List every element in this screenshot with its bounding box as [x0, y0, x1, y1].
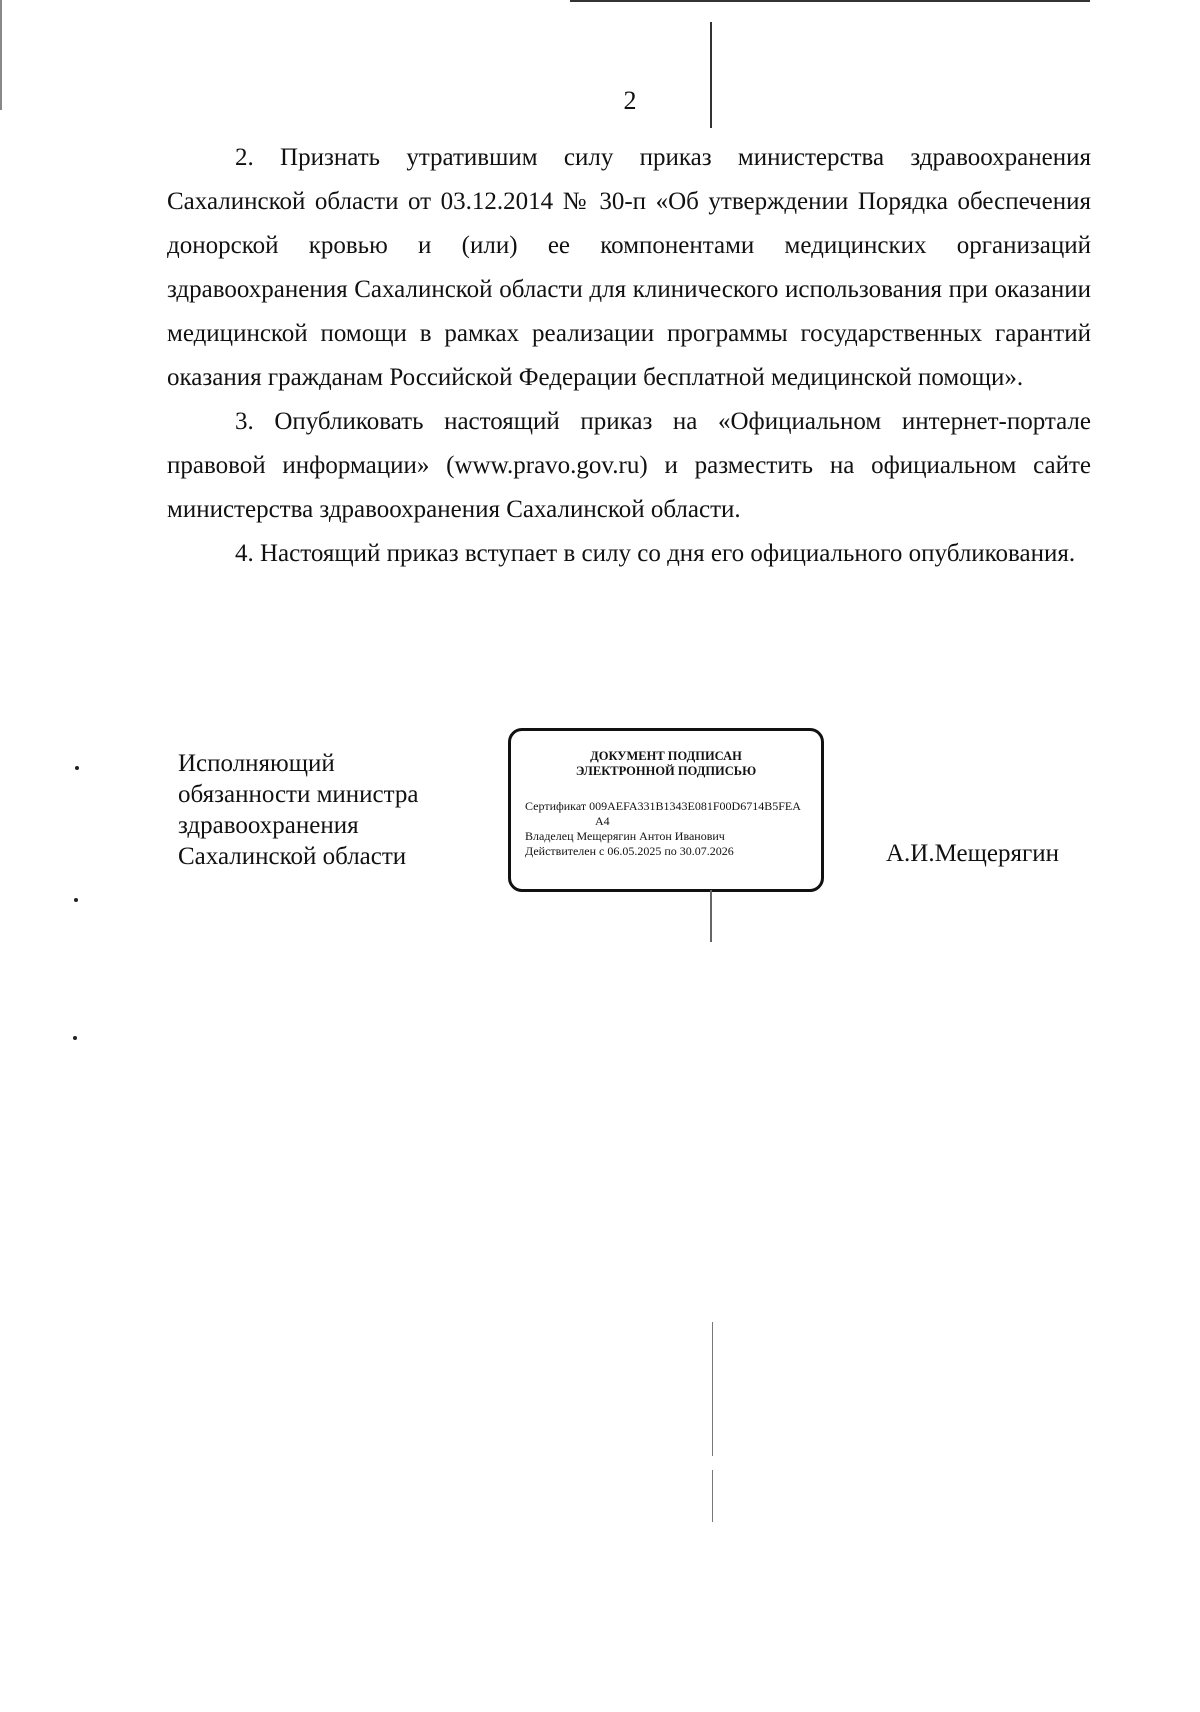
- stamp-validity: Действителен с 06.05.2025 по 30.07.2026: [525, 844, 734, 858]
- stamp-certificate-cont: A4: [595, 814, 610, 828]
- stamp-heading-line: ЭЛЕКТРОННОЙ ПОДПИСЬЮ: [575, 764, 757, 778]
- stamp-heading-line: ДОКУМЕНТ ПОДПИСАН: [590, 749, 742, 763]
- scan-speck: [74, 898, 78, 902]
- scan-edge-line: [0, 0, 2, 110]
- stamp-certificate: Сертификат 009AEFA331B1343E081F00D6714B5FEA: [525, 799, 801, 813]
- page-number: 2: [623, 86, 637, 115]
- signatory-name: А.И.Мещерягин: [886, 840, 1059, 867]
- scan-fold-line: [710, 22, 712, 128]
- stamp-details: [525, 799, 821, 859]
- scan-speck: [75, 766, 79, 770]
- scan-fold-line: [710, 890, 712, 942]
- stamp-heading: [511, 749, 821, 779]
- scan-fold-line: [712, 1470, 713, 1522]
- scan-fold-line: [712, 1322, 713, 1456]
- electronic-signature-stamp: [508, 728, 824, 892]
- signatory-position: [178, 748, 468, 872]
- paragraph-3: 3. Опубликовать настоящий приказ на «Официальном интернет-портале правовой информации» (www.pravo.gov.ru) и разместить на официальном сайте министерства здравоохранения Сахалинской области.: [167, 408, 1091, 523]
- position-line: Сахалинской области: [178, 843, 407, 870]
- position-line: Исполняющий: [178, 750, 335, 777]
- position-line: обязанности министра: [178, 781, 419, 808]
- scan-edge-line: [570, 0, 1090, 2]
- paragraph-2: 2. Признать утратившим силу приказ министерства здравоохранения Сахалинской области от 03.12.2014 № 30-п «Об утверждении Порядка обеспечения донорской кровью и (или) ее компонентами медицинских организаций здравоохранения Сахалинской области для клинического использования при оказании медицинской помощи в рамках реализации программы государственных гарантий оказания гражданам Российской Федерации бесплатной медицинской помощи».: [167, 144, 1091, 391]
- stamp-owner: Владелец Мещерягин Антон Иванович: [525, 829, 725, 843]
- position-line: здравоохранения: [178, 812, 359, 839]
- document-body: [167, 136, 1091, 576]
- scan-speck: [73, 1036, 77, 1040]
- paragraph-4: 4. Настоящий приказ вступает в силу со дня его официального опубликования.: [235, 540, 1076, 567]
